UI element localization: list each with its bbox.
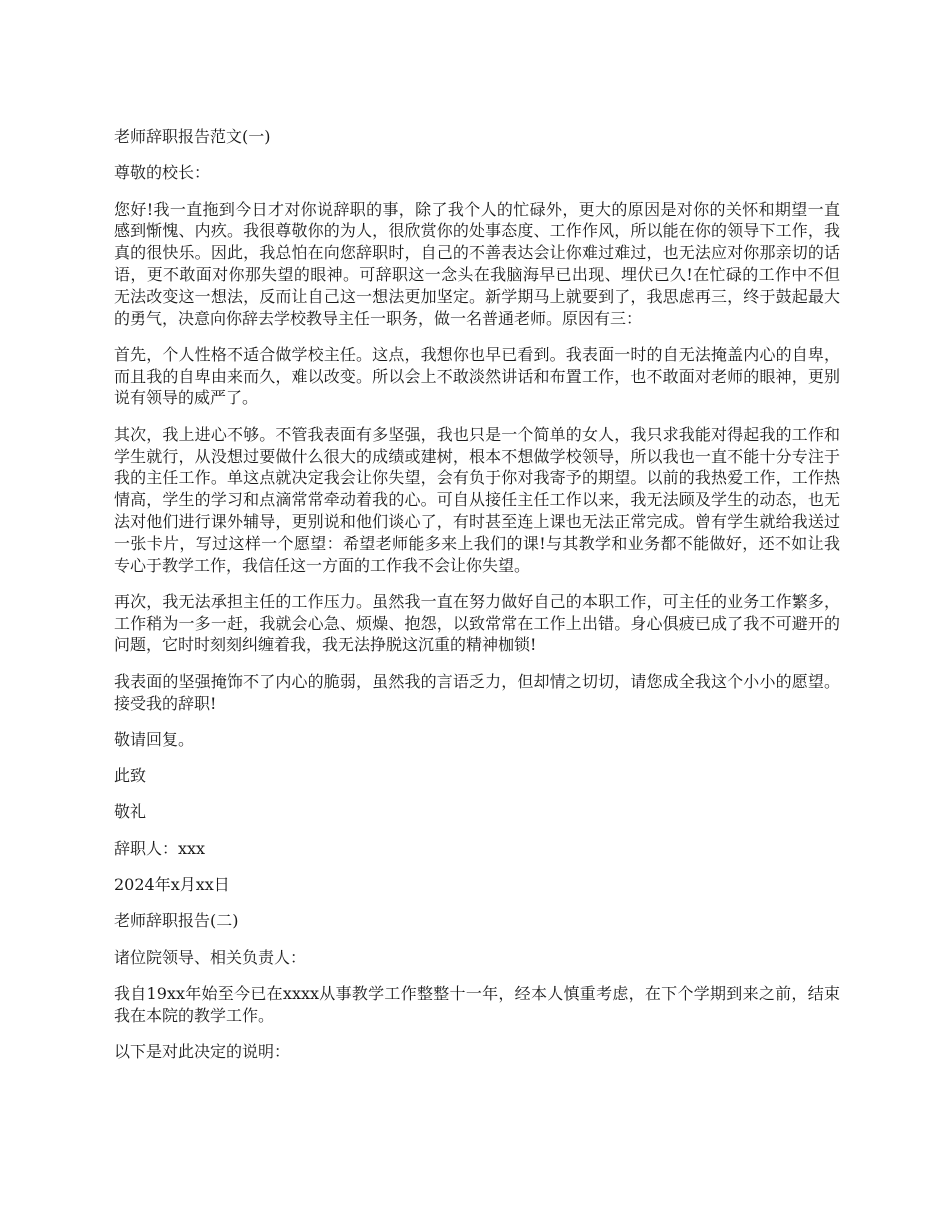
body-paragraph: 我自19xx年始至今已在xxxx从事教学工作整整十一年，经本人慎重考虑，在下个学期到来之前，结束我在本院的教学工作。 [114,983,840,1025]
salutation-1: 尊敬的校长： [114,163,211,183]
signature-line: 辞职人：xxx [114,838,206,858]
heading-2: 老师辞职报告(二) [114,911,239,931]
heading-1: 老师辞职报告范文(一) [114,127,271,146]
body-paragraph: 以下是对此决定的说明： [114,1042,291,1061]
body-paragraph: 其次，我上进心不够。不管我表面有多坚强，我也只是一个简单的女人，我只求我能对得起我的工作和学生就行，从没想过要做什么很大的成绩或建树，根本不想做学校领导，所以我也一直不能十分专注于我的主任工作。单这点就决定我会让你失望，会有负于你对我寄予的期望。以前的我热爱工作，工作热情高，学生的学习和点滴常常牵动着我的心。可自从接任主任工作以来，我无法顾及学生的动态，也无法对他们进行课外辅导，更别说和他们谈心了，有时甚至连上课也无法正常完成。曾有学生就给我送过一张卡片，写过这样一个愿望：希望老师能多来上我们的课!与其教学和业务都不能做好，还不如让我专心于教学工作，我信任这一方面的工作我不会让你失望。 [114,424,840,575]
closing-cizhi: 此致 [114,766,147,786]
document-page [114,126,840,1077]
body-paragraph: 再次，我无法承担主任的工作压力。虽然我一直在努力做好自己的本职工作，可主任的业务工作繁多，工作稍为一多一赶，我就会心急、烦燥、抱怨，以致常常在工作上出错。身心俱疲已成了我不可避开的问题，它时时刻刻纠缠着我，我无法挣脱这沉重的精神枷锁! [114,591,840,655]
body-paragraph: 我表面的坚强掩饰不了内心的脆弱，虽然我的言语乏力，但却情之切切，请您成全我这个小小的愿望。接受我的辞职! [114,671,840,713]
closing-request: 敬请回复。 [114,729,195,749]
date-line: 2024年x月xx日 [114,875,230,895]
closing-jingli: 敬礼 [114,802,147,822]
body-paragraph: 首先，个人性格不适合做学校主任。这点，我想你也早已看到。我表面一时的自无法掩盖内心的自卑，而且我的自卑由来而久，难以改变。所以会上不敢淡然讲话和布置工作，也不敢面对老师的眼神，更别说有领导的威严了。 [114,344,840,408]
salutation-2: 诸位院领导、相关负责人： [114,947,307,967]
body-paragraph: 您好!我一直拖到今日才对你说辞职的事，除了我个人的忙碌外，更大的原因是对你的关怀和期望一直感到惭愧、内疚。我很尊敬你的为人，很欣赏你的处事态度、工作作风，所以能在你的领导下工作，我真的很快乐。因此，我总怕在向您辞职时，自己的不善表达会让你难过难过，也无法应对你那亲切的话语，更不敢面对你那失望的眼神。可辞职这一念头在我脑海早已出现、埋伏已久!在忙碌的工作中不但无法改变这一想法，反而让自己这一想法更加坚定。新学期马上就要到了，我思虑再三，终于鼓起最大的勇气，决意向你辞去学校教导主任一职务，做一名普通老师。原因有三： [114,199,840,328]
